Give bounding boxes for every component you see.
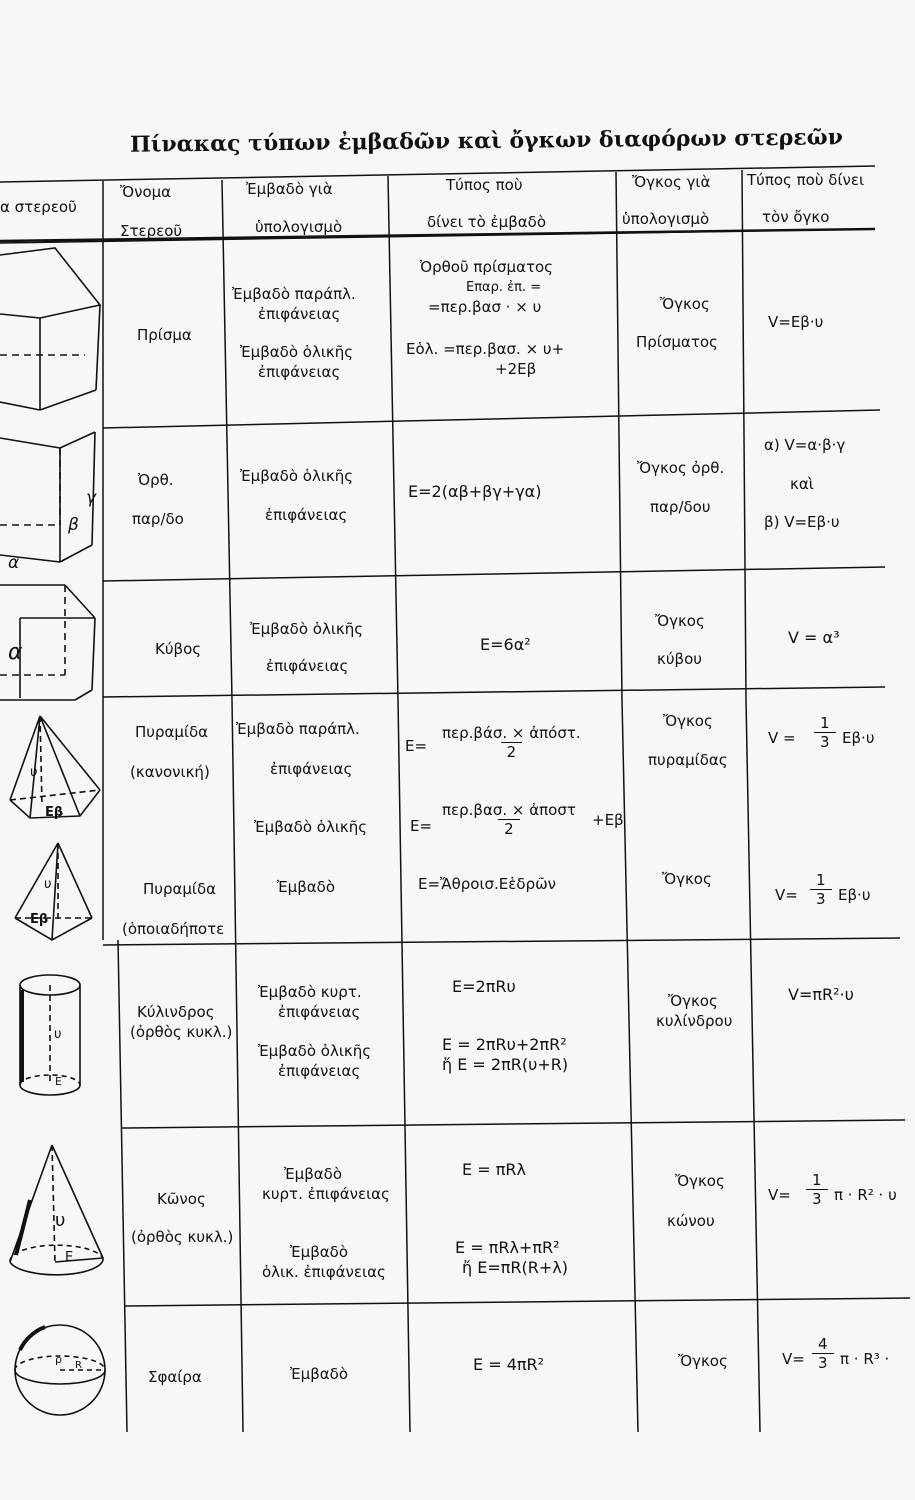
page-title: Πίνακας τύπων ἐμβαδῶν καὶ ὄγκων διαφόρων στερεῶν <box>129 124 844 158</box>
pyramid-regular-name-b: (κανονική) <box>130 763 210 781</box>
prism-area2-b: ἐπιφάνειας <box>258 363 341 381</box>
regular-pyramid-icon <box>10 716 100 818</box>
pyramid-regular-vf-den: 3 <box>814 732 836 751</box>
label-cyl-e: E <box>55 1075 62 1088</box>
cylinder-name-b: (ὀρθὸς κυκλ.) <box>130 1023 233 1041</box>
cylinder-volume-a: Ὄγκος <box>668 992 718 1010</box>
sphere-volume: Ὄγκος <box>678 1352 728 1370</box>
cuboid-area-a: Ἐμβαδὸ ὁλικῆς <box>240 467 354 485</box>
cuboid-icon <box>0 432 95 562</box>
solids-figures <box>0 0 130 1500</box>
cone-vf-lhs: V= <box>768 1186 791 1204</box>
pyramid-regular-f2-fraction <box>438 801 580 838</box>
prism-formula-1: Eπαρ. ἐπ. = <box>466 280 542 295</box>
pyramid-any-vf-den: 3 <box>810 889 832 908</box>
pyramid-regular-f2-lhs: E= <box>410 817 433 835</box>
cube-volume-a: Ὄγκος <box>655 612 705 630</box>
label-sphere-rho: ρ <box>55 1353 62 1366</box>
cone-area1-a: Ἐμβαδὸ <box>284 1165 343 1183</box>
pyramid-any-formula: E=Ἄθροισ.Eἑδρῶν <box>418 875 557 893</box>
pyramid-any-volume: Ὄγκος <box>662 870 712 888</box>
cube-volume-b: κύβου <box>657 650 702 668</box>
cylinder-volume-formula: V=πR²·υ <box>788 985 854 1004</box>
label-beta: β <box>68 515 79 535</box>
label-gamma: γ <box>86 488 97 508</box>
cone-name-b: (ὀρθὸς κυκλ.) <box>131 1228 234 1246</box>
cuboid-volume-and: καὶ <box>790 475 814 493</box>
pyramid-regular-volume-a: Ὄγκος <box>663 712 713 730</box>
cone-vf-fraction <box>806 1171 828 1208</box>
header-volume-b: ὑπολογισμὸ <box>622 210 710 228</box>
prism-area1-a: Ἐμβαδὸ παράπλ. <box>232 285 356 303</box>
cone-vf-den: 3 <box>806 1189 828 1208</box>
pyramid-regular-name-a: Πυραμίδα <box>135 723 209 741</box>
header-area-b: ὑπολογισμὸ <box>255 218 343 236</box>
sphere-vf-den: 3 <box>812 1353 834 1372</box>
cone-formula-1: E = πRλ <box>462 1160 526 1179</box>
cone-volume-a: Ὄγκος <box>675 1172 725 1190</box>
pyramid-any-vf-num: 1 <box>816 871 826 889</box>
sphere-name: Σφαίρα <box>148 1368 202 1386</box>
prism-formula-2: =περ.βασ · × υ <box>428 298 542 316</box>
prism-volume-a: Ὄγκος <box>660 295 710 313</box>
pyramid-regular-f1-num: περ.βάσ. × ἀπόστ. <box>442 724 581 742</box>
pyramid-regular-f1-fraction <box>438 724 585 761</box>
label-pyr-e: Eβ <box>45 805 64 820</box>
sphere-vf-tail: π · R³ · <box>840 1350 890 1368</box>
header-name-b: Στερεοῦ <box>120 222 183 240</box>
pyramid-regular-vf-fraction <box>814 714 836 751</box>
prism-icon <box>0 248 100 410</box>
prism-formula-3: Eὁλ. =περ.βασ. × υ+ <box>406 340 565 358</box>
prism-area2-a: Ἐμβαδὸ ὁλικῆς <box>240 343 354 361</box>
pyramid-any-vf-fraction <box>810 871 832 908</box>
cuboid-volume-b: παρ/δου <box>650 498 711 516</box>
cylinder-icon <box>20 975 80 1095</box>
label-cube-alpha: α <box>8 640 23 665</box>
header-formula-a: Τύπος ποὺ <box>446 176 523 194</box>
prism-formula-head: Ὀρθοῦ πρίσματος <box>420 258 553 276</box>
cone-formula-2: E = πRλ+πR² <box>455 1238 560 1257</box>
label-alpha: α <box>8 553 20 573</box>
pyramid-regular-vf-tail: Eβ·υ <box>842 729 875 747</box>
cube-volume-formula: V = α³ <box>788 628 840 647</box>
cuboid-volume-formula-1: α) V=α·β·γ <box>764 436 846 454</box>
cuboid-name-b: παρ/δο <box>132 510 184 528</box>
cuboid-area-b: ἐπιφάνειας <box>265 506 348 524</box>
cone-volume-b: κώνου <box>667 1212 715 1230</box>
sphere-vf-lhs: V= <box>782 1350 805 1368</box>
cylinder-area2-a: Ἐμβαδὸ ὁλικῆς <box>258 1042 372 1060</box>
cylinder-area2-b: ἐπιφάνειας <box>278 1062 361 1080</box>
pyramid-any-vf-tail: Eβ·υ <box>838 886 871 904</box>
cone-area1-b: κυρτ. ἐπιφάνειας <box>262 1185 390 1203</box>
header-volformula-b: τὸν ὄγκο <box>762 208 830 226</box>
sphere-vf-fraction <box>812 1335 834 1372</box>
header-area-a: Ἐμβαδὸ γιὰ <box>246 180 333 198</box>
cone-formula-3: ἤ E=πR(R+λ) <box>462 1258 568 1277</box>
cuboid-formula: E=2(αβ+βγ+γα) <box>408 482 542 501</box>
pyramid-any-name-b: (ὁποιαδήποτε <box>122 920 225 938</box>
cylinder-area1-a: Ἐμβαδὸ κυρτ. <box>258 983 362 1001</box>
sphere-area: Ἐμβαδὸ <box>290 1365 349 1383</box>
cuboid-name-a: Ὀρθ. <box>138 471 174 489</box>
header-volume-a: Ὄγκος γιὰ <box>632 173 711 191</box>
cube-area-b: ἐπιφάνειας <box>266 657 349 675</box>
pyramid-regular-f1-den: 2 <box>501 742 523 761</box>
header-col0: α στερεοῦ <box>0 198 77 216</box>
cube-area-a: Ἐμβαδὸ ὁλικῆς <box>250 620 364 638</box>
cone-vf-tail: π · R² · υ <box>834 1186 897 1204</box>
pyramid-regular-f1-lhs: E= <box>405 737 428 755</box>
label-pyr2-u: υ <box>44 877 52 892</box>
header-volformula-a: Τύπος ποὺ δίνει <box>747 171 865 189</box>
cube-formula: E=6α² <box>480 635 531 654</box>
cylinder-name-a: Κύλινδρος <box>137 1003 215 1021</box>
cylinder-formula-1: E=2πRυ <box>452 977 516 996</box>
pyramid-any-area: Ἐμβαδὸ <box>277 878 336 896</box>
sphere-icon <box>15 1325 105 1415</box>
cuboid-volume-a: Ὄγκος ὀρθ. <box>637 459 725 477</box>
cylinder-formula-2: E = 2πRυ+2πR² <box>442 1035 567 1054</box>
cone-vf-num: 1 <box>812 1171 822 1189</box>
pyramid-regular-f2-tail: +Eβ <box>592 811 624 829</box>
cone-area2-b: ὁλικ. ἐπιφάνειας <box>262 1263 386 1281</box>
header-name-a: Ὄνομα <box>120 183 172 201</box>
cylinder-formula-3: ἤ E = 2πR(υ+R) <box>442 1055 569 1074</box>
pyramid-regular-area1-b: ἐπιφάνειας <box>270 760 353 778</box>
sphere-vf-num: 4 <box>818 1335 828 1353</box>
prism-volume-b: Πρίσματος <box>636 333 718 351</box>
label-cyl-u: υ <box>54 1027 62 1042</box>
pyramid-regular-volume-b: πυραμίδας <box>648 751 728 769</box>
pyramid-regular-vf-num: 1 <box>820 714 830 732</box>
label-cone-e: E <box>65 1250 74 1265</box>
pyramid-any-vf-lhs: V= <box>775 886 798 904</box>
prism-area1-b: ἐπιφάνειας <box>258 305 341 323</box>
cube-name: Κύβος <box>155 640 202 658</box>
pyramid-regular-area1-a: Ἐμβαδὸ παράπλ. <box>236 720 360 738</box>
label-cone-u: υ <box>55 1210 66 1231</box>
cylinder-volume-b: κυλίνδρου <box>656 1012 733 1030</box>
cylinder-area1-b: ἐπιφάνειας <box>278 1003 361 1021</box>
label-pyr2-e: Eβ <box>30 912 49 927</box>
pyramid-regular-vf-lhs: V = <box>768 729 796 747</box>
pyramid-any-name-a: Πυραμίδα <box>143 880 217 898</box>
arbitrary-pyramid-icon <box>15 843 92 940</box>
sphere-formula: E = 4πR² <box>473 1355 545 1374</box>
cone-area2-a: Ἐμβαδὸ <box>290 1243 349 1261</box>
pyramid-regular-area2: Ἐμβαδὸ ὁλικῆς <box>254 818 368 836</box>
prism-volume-formula: V=Eβ·υ <box>768 313 824 331</box>
pyramid-regular-f2-den: 2 <box>498 819 520 838</box>
prism-name: Πρίσμα <box>137 326 192 344</box>
cone-name-a: Κῶνος <box>157 1190 206 1208</box>
label-sphere-r: R <box>75 1360 82 1371</box>
header-formula-b: δίνει τὸ ἐμβαδὸ <box>427 213 547 231</box>
pyramid-regular-f2-num: περ.βασ. × ἀποστ <box>442 801 576 819</box>
prism-formula-4: +2Eβ <box>495 360 537 378</box>
label-pyr-u: υ <box>30 765 38 780</box>
cuboid-volume-formula-2: β) V=Eβ·υ <box>764 513 840 531</box>
